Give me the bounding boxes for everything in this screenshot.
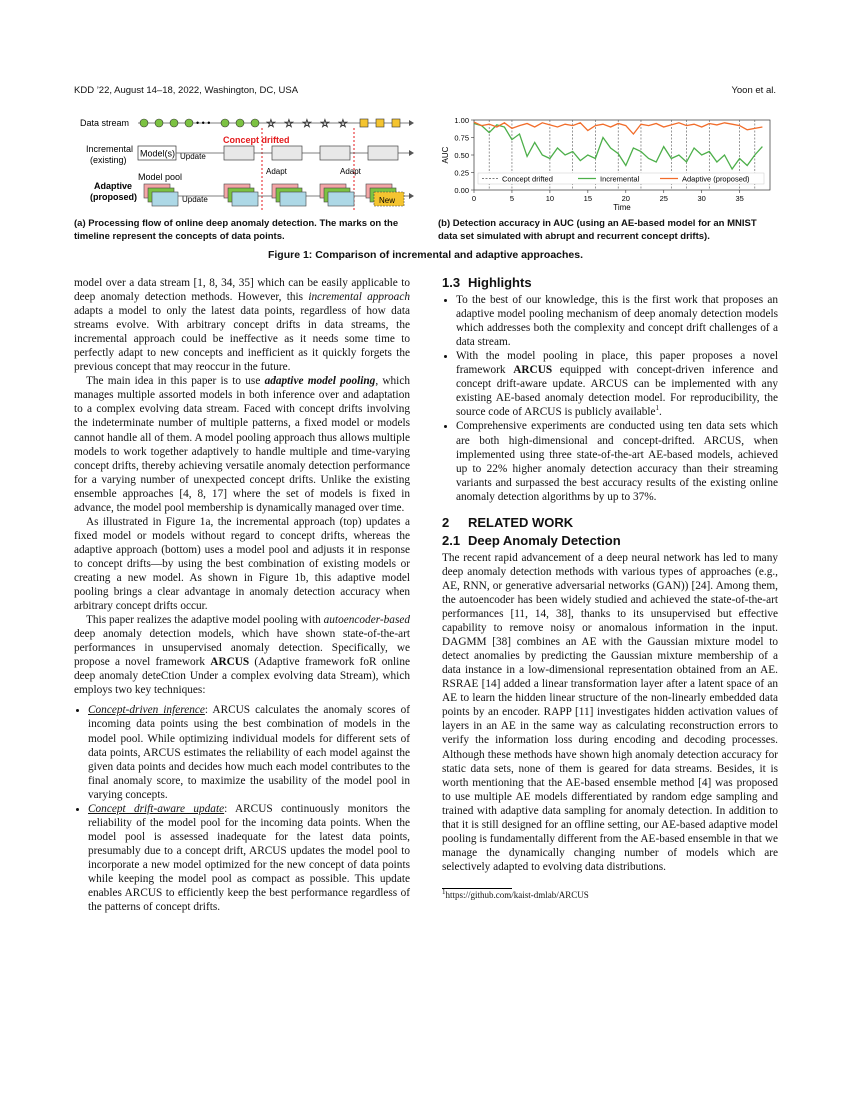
svg-text:☆: ☆ bbox=[284, 118, 294, 130]
figure-1-caption: Figure 1: Comparison of incremental and adaptive approaches. bbox=[267, 249, 584, 261]
x-axis-label: Time bbox=[613, 203, 631, 212]
x-tick-label: 5 bbox=[509, 194, 515, 203]
x-tick-label: 15 bbox=[583, 194, 593, 203]
x-tick-label: 20 bbox=[621, 194, 630, 203]
y-axis-label: AUC bbox=[441, 146, 450, 164]
legend-label-incremental: Incremental bbox=[600, 174, 640, 184]
running-header-venue: KDD ’22, August 14–18, 2022, Washington, DC, USA bbox=[74, 85, 299, 96]
paragraph-1: model over a data stream [1, 8, 34, 35] which can be easily applicable to deep anomaly detection methods. However, this incremental approach adapts a model to only the latest data points, regardless of how data streams evolve. With arbitrary concept drifts in data streams, the incremental approach could be ineffective as it needs some time to perfectly adapt to new concepts and inefficient as it quickly forgets the previous concept that may reoccur in the future. bbox=[74, 277, 410, 374]
svg-text:(existing): (existing) bbox=[90, 155, 127, 165]
section-2-1-paragraph: The recent rapid advancement of a deep neural network has led to many deep anomaly detection methods with various types of approaches (e.g., AE, RNN, or generative adversarial networks (GAN)) [24]. Among them, the autoencoder has been widely studied and achieved the state-of-the-art performances [11, 14, 38], thanks to its unsupervised but effective capability to remove noisy or anomalous information in the input. DAGMM [38] combines an AE with the Gaussian mixture model to detect anomalies by predicting the Gaussian mixture membership of a data instance in a low-dimensional representation obtained from an AE. RSRAE [14] added a linear transformation layer after a latent space of an AE to learn the hidden linear structure of the non-linearly embedded data points by an encoder. RAPP [11] investigates hidden activation values of layers in an AE in the same way as calculating reconstruction errors to verify the information loss during encoding and decoding processes. Although these methods have shown high anomaly detection accuracy for static data sets, none of them is geared for data streams. Besides, it is worth mentioning that the AE-based ensemble method [4] was proposed to use multiple AE models differentiated by random edge sampling and trained with adaptive data sampling for anomaly detection. In addition to that it is still designed for an offline setting, our AE-based adaptive model pooling is fundamentally different from the AE-based ensemble in that we manage the dynamically changing number of models which are selectively adapted to evolving data distributions. bbox=[442, 551, 778, 873]
figure-1b-chart bbox=[438, 112, 778, 216]
x-tick-label: 10 bbox=[545, 194, 555, 203]
x-tick-label: 30 bbox=[697, 194, 706, 203]
highlights-list bbox=[442, 293, 778, 504]
y-tick-label: 0.25 bbox=[454, 168, 469, 178]
y-tick-label: 0.75 bbox=[454, 133, 469, 143]
legend-label-adaptive: Adaptive (proposed) bbox=[682, 174, 750, 184]
svg-text:☆: ☆ bbox=[302, 118, 312, 130]
technique-item-update: • Concept drift-aware update: ARCUS continuously monitors the reliability of the model pool for the incoming data points. When the model pool is assessed inadequate for the latest data points, presumably due to a concept drift, ARCUS updates the model pool to incorporate a new model optimized for the new concept of data points while keeping the model pool as compact as possible. This update enables ARCUS to efficiently keep the best performance regardless of the patterns of concept drifts. bbox=[88, 802, 410, 914]
paragraph-3: As illustrated in Figure 1a, the incremental approach (top) updates a fixed model or models without regard to concept drifts, whereas the adaptive approach (bottom) uses a model pool and adjusts it in response to concept drifts—by using the best combination of existing models or creating a new model. As shown in Figure 1b, this adaptive model pooling brings a clear advantage in anomaly detection accuracy when arbitrary concept drifts occur. bbox=[74, 515, 410, 613]
x-tick-label: 0 bbox=[471, 194, 477, 203]
svg-text:Adapt: Adapt bbox=[340, 167, 361, 176]
right-column bbox=[442, 276, 778, 901]
svg-text:☆: ☆ bbox=[320, 118, 330, 130]
svg-text:Adapt: Adapt bbox=[266, 167, 287, 176]
stream-points-stars bbox=[266, 118, 348, 130]
stream-points-squares bbox=[360, 119, 400, 127]
adaptive-label: Adaptive bbox=[94, 181, 133, 191]
svg-text:Update: Update bbox=[180, 152, 206, 161]
new-model-label: New bbox=[379, 196, 396, 205]
highlight-item: • To the best of our knowledge, this is the first work that proposes an adaptive model pooling mechanism of deep anomaly detection models which addresses both the complexity and concept drift challenges of a data stream. bbox=[456, 293, 778, 349]
technique-item-inference: • Concept-driven inference: ARCUS calculates the anomaly scores of incoming data points using the best combination of models in the model pool. While optimizing individual models for different sets of data points, ARCUS estimates the reliability of each model against the given data points and decides how much each model contributes to the final anomaly score, to maximize the usability of the model pool in varying concepts. bbox=[88, 703, 410, 801]
highlight-item: • Comprehensive experiments are conducted using ten data sets which are both high-dimensional and concept-drifted. ARCUS, when implemented using three state-of-the-art AE-based models, achieved up to 22% higher anomaly detection accuracy than their streaming variants and surpassed the best accuracy results of the existing online anomaly detection algorithms by up to 37%. bbox=[456, 419, 778, 503]
concept-drifted-label: Concept drifted bbox=[223, 135, 290, 145]
svg-text:• • •: • • • bbox=[196, 118, 211, 128]
paragraph-2: The main idea in this paper is to use adaptive model pooling, which manages multiple assorted models in both inference over and adaptation to a complex evolving data stream. Faced with concept drifts involving the indeterminate number of multiple patterns, a fixed model or models cannot handle all of them. A model pooling approach thus allows multiple models to work together adaptively to handle multiple and time-varying concept drifts, thereby achieving versatile anomaly detection performance for a varying number of unexpected concept drifts. Unlike the existing ensemble approaches [4, 8, 17] where the set of models is fixed in advance, the model pool membership is dynamically managed over time. bbox=[74, 375, 410, 514]
svg-text:☆: ☆ bbox=[266, 118, 276, 130]
left-column bbox=[74, 276, 410, 914]
highlight-item: • With the model pooling in place, this paper proposes a novel framework ARCUS equipped with concept-driven inference and concept drift-aware update. ARCUS can be implemented with any existing AE-based anomaly detection model. For reproducibility, the source code of ARCUS is publicly available$^1$. bbox=[456, 349, 778, 419]
figure-1a-diagram bbox=[74, 112, 414, 216]
data-stream-label: Data stream bbox=[80, 118, 130, 128]
models-label: Model(s) bbox=[140, 148, 176, 159]
y-tick-label: 1.00 bbox=[454, 116, 469, 125]
technique-list bbox=[74, 703, 410, 914]
section-1-3-heading: 1.3 Highlights bbox=[442, 275, 532, 290]
footnote: $^1$https://github.com/kaist-dmlab/ARCUS bbox=[442, 887, 589, 900]
figure-1a-caption: (a) Processing flow of online deep anomaly detection. The marks on the timeline represent the concepts of data points. bbox=[74, 218, 399, 242]
section-2-1-heading: 2.1 Deep Anomaly Detection bbox=[442, 532, 621, 548]
figure-1b-caption: (b) Detection accuracy in AUC (using an AE-based model for an MNIST data set simulated with abrupt and recurrent concept drifts). bbox=[438, 218, 757, 242]
svg-text:(proposed): (proposed) bbox=[90, 192, 137, 202]
model-pool-label: Model pool bbox=[138, 172, 183, 182]
y-tick-label: 0.00 bbox=[454, 186, 469, 195]
section-2-heading: 2 RELATED WORK bbox=[442, 514, 574, 530]
legend-label-drift: Concept drifted bbox=[502, 174, 553, 184]
y-tick-label: 0.50 bbox=[454, 151, 469, 160]
svg-text:☆: ☆ bbox=[338, 118, 348, 130]
x-tick-label: 35 bbox=[735, 194, 744, 203]
running-header-authors: Yoon et al. bbox=[731, 85, 776, 96]
x-tick-label: 25 bbox=[659, 194, 668, 203]
svg-text:Update: Update bbox=[182, 195, 208, 204]
svg-text:Incremental: Incremental bbox=[86, 144, 134, 154]
paragraph-4: This paper realizes the adaptive model pooling with autoencoder-based deep anomaly detection models, which have shown state-of-the-art performances in unsupervised anomaly detection. Specifically, we propose a novel framework ARCUS (Adaptive framework foR online deep anomaly deteCtion Under a complex evolving data Stream), which employs two key techniques: bbox=[74, 614, 410, 697]
